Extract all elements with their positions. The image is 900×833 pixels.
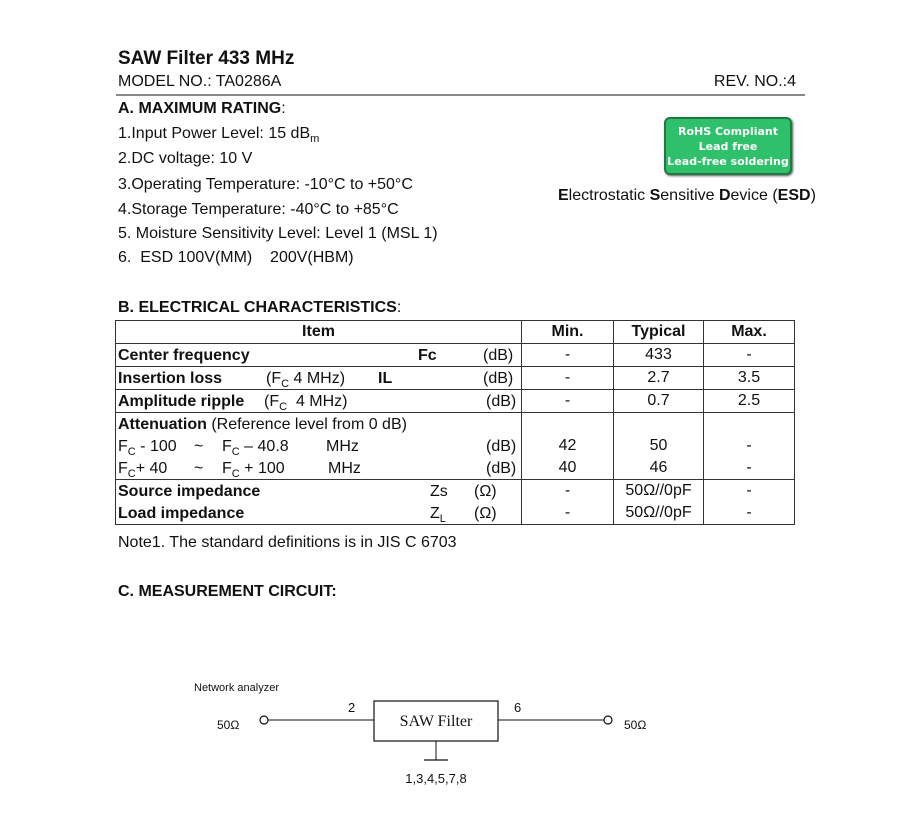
section-a-heading xyxy=(118,100,286,118)
header-divider xyxy=(116,94,805,96)
item-cell xyxy=(116,413,522,436)
input-pin-label: 2 xyxy=(348,700,356,715)
table-row xyxy=(116,390,795,413)
measurement-circuit-diagram xyxy=(180,676,680,796)
max-cell: - xyxy=(704,344,795,367)
esd-s-rest: ensitive xyxy=(660,187,719,204)
esd-d-rest: evice ( xyxy=(730,187,778,204)
row-unit: (Ω) xyxy=(474,483,497,500)
f-rest: + 100 xyxy=(239,460,285,477)
section-b-colon: : xyxy=(396,299,402,316)
row-unit: (dB) xyxy=(486,438,517,455)
left-impedance-label: 50Ω xyxy=(217,718,240,732)
range-tilde: ~ xyxy=(194,460,204,477)
min-cell: - xyxy=(522,502,614,525)
section-a-title: A. MAXIMUM RATING xyxy=(118,100,282,117)
revision-number: REV. NO.:4 xyxy=(713,73,796,90)
item-cell xyxy=(116,390,522,413)
esd-s: S xyxy=(649,187,661,204)
right-port-terminal xyxy=(604,716,612,724)
table-row xyxy=(116,457,795,480)
f-rest: + 40 xyxy=(135,460,168,477)
esd-close: ) xyxy=(810,187,816,204)
cond-sub: C xyxy=(279,401,288,414)
electrical-characteristics-table xyxy=(115,320,795,525)
f-sub: C xyxy=(231,446,240,459)
min-cell: 42 xyxy=(522,435,614,457)
typical-cell: 433 xyxy=(614,344,704,367)
f-sub: C xyxy=(127,468,136,481)
row-unit: (dB) xyxy=(483,347,514,364)
rating-item-1 xyxy=(118,125,319,145)
cond-sub: C xyxy=(281,378,290,391)
row-symbol: IL xyxy=(378,370,393,387)
max-cell: - xyxy=(704,502,795,525)
right-impedance-label: 50Ω xyxy=(624,718,647,732)
row-symbol: Fc xyxy=(418,347,437,364)
esd-label xyxy=(558,187,816,205)
range-unit: MHz xyxy=(328,460,361,477)
saw-filter-block-label: SAW Filter xyxy=(399,713,473,730)
esd-e: E xyxy=(558,187,569,204)
max-cell xyxy=(704,413,795,436)
rohs-badge-line2: Lead free xyxy=(698,140,758,153)
output-pin-label: 6 xyxy=(514,700,522,715)
f: F xyxy=(222,460,232,477)
row-condition xyxy=(266,370,345,390)
item-cell xyxy=(116,480,522,503)
table-row xyxy=(116,435,795,457)
f: F xyxy=(118,438,128,455)
rating-item-4: 4.Storage Temperature: -40°C to +85°C xyxy=(118,201,399,218)
col-header-max: Max. xyxy=(704,321,795,344)
cond-rest: 4 MHz) xyxy=(289,370,346,387)
cond-f: (F xyxy=(264,393,280,410)
min-cell xyxy=(522,413,614,436)
row-unit: (Ω) xyxy=(474,505,497,522)
cond-f: (F xyxy=(266,370,282,387)
range-end xyxy=(222,460,285,480)
attenuation-note: (Reference level from 0 dB) xyxy=(206,416,407,433)
range-tilde: ~ xyxy=(194,438,204,455)
f-rest: – 40.8 xyxy=(239,438,289,455)
table-header-row xyxy=(116,321,795,344)
row-unit: (dB) xyxy=(486,460,517,477)
row-name: Insertion loss xyxy=(118,370,223,387)
table-row xyxy=(116,344,795,367)
min-cell: - xyxy=(522,367,614,390)
typical-cell: 0.7 xyxy=(614,390,704,413)
section-c-heading: C. MEASUREMENT CIRCUIT: xyxy=(118,583,337,600)
rohs-badge xyxy=(664,117,792,175)
typical-cell: 50Ω//0pF xyxy=(614,480,704,503)
section-a-colon: : xyxy=(281,100,286,117)
f: F xyxy=(118,460,128,477)
f-rest: - 100 xyxy=(135,438,177,455)
esd-e-rest: lectrostatic xyxy=(568,187,650,204)
table-row xyxy=(116,367,795,390)
max-cell: 3.5 xyxy=(704,367,795,390)
col-header-min: Min. xyxy=(522,321,614,344)
left-port-terminal xyxy=(260,716,268,724)
min-cell: - xyxy=(522,480,614,503)
attenuation-header xyxy=(118,416,407,434)
table-row xyxy=(116,502,795,525)
row-name: Center frequency xyxy=(118,347,250,364)
cond-rest: 4 MHz) xyxy=(287,393,348,410)
typical-cell: 2.7 xyxy=(614,367,704,390)
range-start xyxy=(118,438,177,458)
row-name: Load impedance xyxy=(118,505,245,522)
range-end xyxy=(222,438,289,458)
max-cell: - xyxy=(704,480,795,503)
min-cell: 40 xyxy=(522,457,614,480)
range-start xyxy=(118,460,167,480)
row-name: Source impedance xyxy=(118,483,261,500)
rating-item-6: 6. ESD 100V(MM) 200V(HBM) xyxy=(118,249,354,266)
item-cell xyxy=(116,344,522,367)
model-number: MODEL NO.: TA0286A xyxy=(118,73,282,90)
f-sub: C xyxy=(127,446,136,459)
section-b-heading xyxy=(118,299,401,317)
rating-item-1-sub: m xyxy=(310,133,320,146)
ground-pins-label: 1,3,4,5,7,8 xyxy=(405,771,467,786)
max-cell: - xyxy=(704,457,795,480)
rohs-badge-line3: Lead-free soldering xyxy=(667,155,789,168)
typical-cell: 50 xyxy=(614,435,704,457)
rohs-badge-line1: RoHS Compliant xyxy=(677,125,778,138)
item-cell xyxy=(116,435,522,457)
section-b-title: B. ELECTRICAL CHARACTERISTICS xyxy=(118,299,397,316)
typical-cell: 46 xyxy=(614,457,704,480)
max-cell: - xyxy=(704,435,795,457)
attenuation-name: Attenuation xyxy=(118,416,207,433)
row-symbol xyxy=(430,505,446,525)
min-cell: - xyxy=(522,344,614,367)
z: Z xyxy=(430,505,440,522)
col-header-typical: Typical xyxy=(614,321,704,344)
typical-cell: 50Ω//0pF xyxy=(614,502,704,525)
document-title: SAW Filter 433 MHz xyxy=(118,48,295,69)
rating-item-2: 2.DC voltage: 10 V xyxy=(118,150,253,167)
item-cell xyxy=(116,367,522,390)
max-cell: 2.5 xyxy=(704,390,795,413)
esd-d: D xyxy=(718,187,731,204)
z-sub: L xyxy=(439,513,446,526)
table-row xyxy=(116,413,795,436)
row-unit: (dB) xyxy=(486,393,517,410)
typical-cell xyxy=(614,413,704,436)
esd-abbr: ESD xyxy=(777,187,811,204)
table-note: Note1. The standard definitions is in JIS C 6703 xyxy=(118,534,457,551)
min-cell: - xyxy=(522,390,614,413)
range-unit: MHz xyxy=(326,438,359,455)
network-analyzer-label: Network analyzer xyxy=(194,682,279,694)
row-unit: (dB) xyxy=(483,370,514,387)
item-cell xyxy=(116,457,522,480)
item-cell xyxy=(116,502,522,525)
rating-item-5: 5. Moisture Sensitivity Level: Level 1 (MSL 1) xyxy=(118,225,438,242)
row-symbol: Zs xyxy=(430,483,448,500)
rating-item-3: 3.Operating Temperature: -10°C to +50°C xyxy=(118,176,413,193)
row-condition xyxy=(264,393,348,413)
f-sub: C xyxy=(231,468,240,481)
rating-item-1-text: 1.Input Power Level: 15 dB xyxy=(118,125,311,142)
col-header-item: Item xyxy=(116,321,522,344)
table-row xyxy=(116,480,795,503)
row-name: Amplitude ripple xyxy=(118,393,245,410)
f: F xyxy=(222,438,232,455)
